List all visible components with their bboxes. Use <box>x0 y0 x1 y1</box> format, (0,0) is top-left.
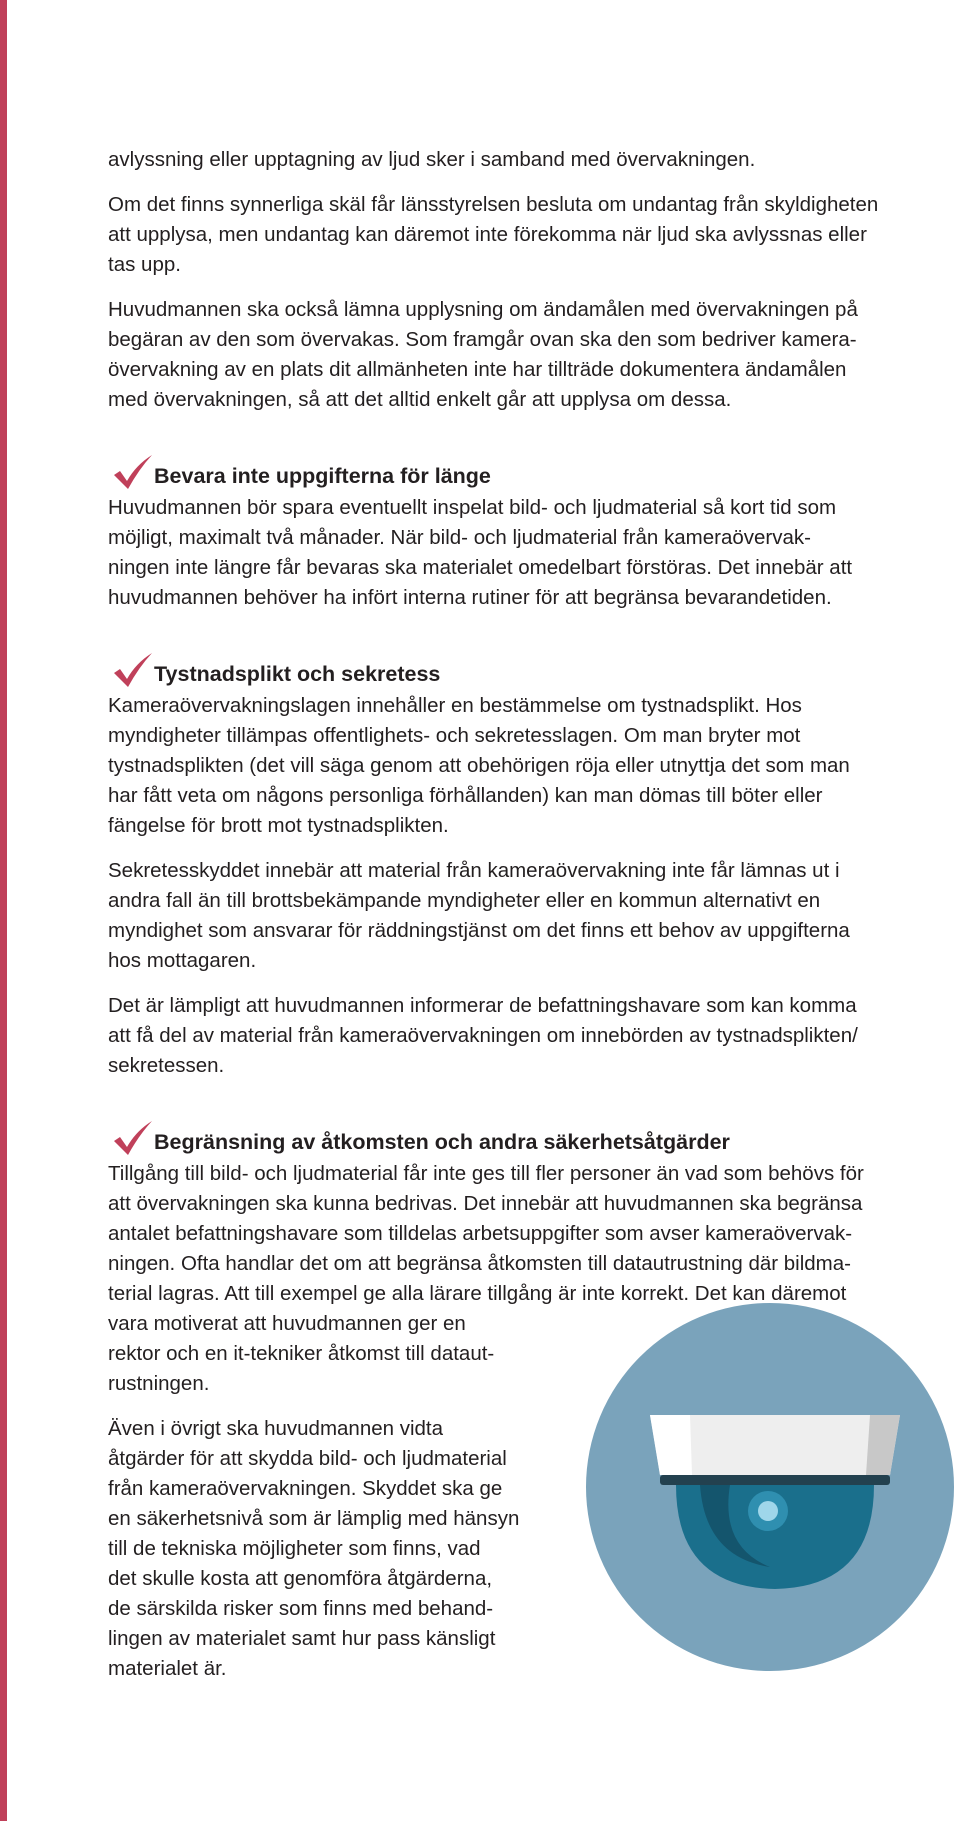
section-title: Bevara inte uppgifterna för länge <box>154 464 491 488</box>
checkmark-icon <box>112 1119 154 1157</box>
intro-paragraph-3: Huvudmannen ska också lämna upplysning om ändamålen med övervakningen på begäran av den som övervakas. Som framgår ovan ska den som bedriver kamera- övervakning av en plats dit allmänheten inte har tillträde dokumentera ändamålen med övervakningen, så att det alltid enkelt går att upplysa om dessa. <box>108 298 858 411</box>
section-paragraph: Det är lämpligt att huvudmannen informerar de befattningshavare som kan komma att få del av material från kameraövervakningen om innebörden av tystnadsplikten/ sekretessen. <box>108 994 858 1077</box>
intro-paragraph-1: avlyssning eller upptagning av ljud sker i samband med övervakningen. <box>108 148 756 171</box>
section-paragraph: Sekretesskyddet innebär att material från kameraövervakning inte får lämnas ut i andra fall än till brottsbekämpande myndigheter eller en kommun alternativt en myndighet som ansvarar för räddningstjänst om det finns ett behov av uppgifterna hos mottagaren. <box>108 859 850 972</box>
security-camera-icon <box>580 1297 960 1677</box>
checkmark-icon <box>112 453 154 491</box>
section-title: Tystnadsplikt och sekretess <box>154 662 441 686</box>
section-title: Begränsning av åtkomsten och andra säkerhetsåtgärder <box>154 1130 730 1154</box>
section-paragraph: Tillgång till bild- och ljudmaterial får inte ges till fler personer än vad som behövs för att övervakningen ska kunna bedrivas. Det innebär att huvudmannen ska begränsa antalet befattningshavare som tilldelas arbetsuppgifter som avser kameraövervak- ningen. Ofta handlar det om att begränsa åtkomsten till datautrustning där bildma- terial lagras. Att till exempel ge alla lärare tillgång är inte korrekt. Det kan däremot vara motiverat att huvudmannen ger en rektor och en it-tekniker åtkomst till dataut- rustningen. <box>108 1162 864 1395</box>
checkmark-icon <box>112 651 154 689</box>
section-heading-confidentiality <box>108 647 960 689</box>
section-paragraph: Även i övrigt ska huvudmannen vidta åtgärder för att skydda bild- och ljudmaterial från kameraövervakningen. Skyddet ska ge en säkerhetsnivå som är lämplig med hänsyn till de tekniska möjligheter som finns, vad det skulle kosta att genomföra åtgärderna, de särskilda risker som finns med behand- lingen av materialet samt hur pass känsligt materialet är. <box>108 1417 520 1680</box>
section-heading-retention <box>108 449 960 491</box>
section-paragraph: Kameraövervakningslagen innehåller en bestämmelse om tystnadsplikt. Hos myndigheter tillämpas offentlighets- och sekretesslagen. Om man bryter mot tystnadsplikten (det vill säga genom att obehörigen röja eller utnyttja det som man har fått veta om någons personliga förhållanden) kan man dömas till böter eller fängelse för brott mot tystnadsplikten. <box>108 694 850 837</box>
accent-side-bar <box>0 0 7 1821</box>
intro-paragraph-2: Om det finns synnerliga skäl får länsstyrelsen besluta om undantag från skyldigheten att upplysa, men undantag kan däremot inte förekomma när ljud ska avlyssnas eller tas upp. <box>108 193 879 276</box>
section-heading-access <box>108 1115 960 1157</box>
section-paragraph: Huvudmannen bör spara eventuellt inspelat bild- och ljudmaterial så kort tid som möjligt, maximalt två månader. När bild- och ljudmaterial från kameraövervak- ningen inte längre får bevaras ska materialet omedelbart förstöras. Det innebär att huvudmannen behöver ha infört interna rutiner för att begränsa bevarandetiden. <box>108 496 853 609</box>
